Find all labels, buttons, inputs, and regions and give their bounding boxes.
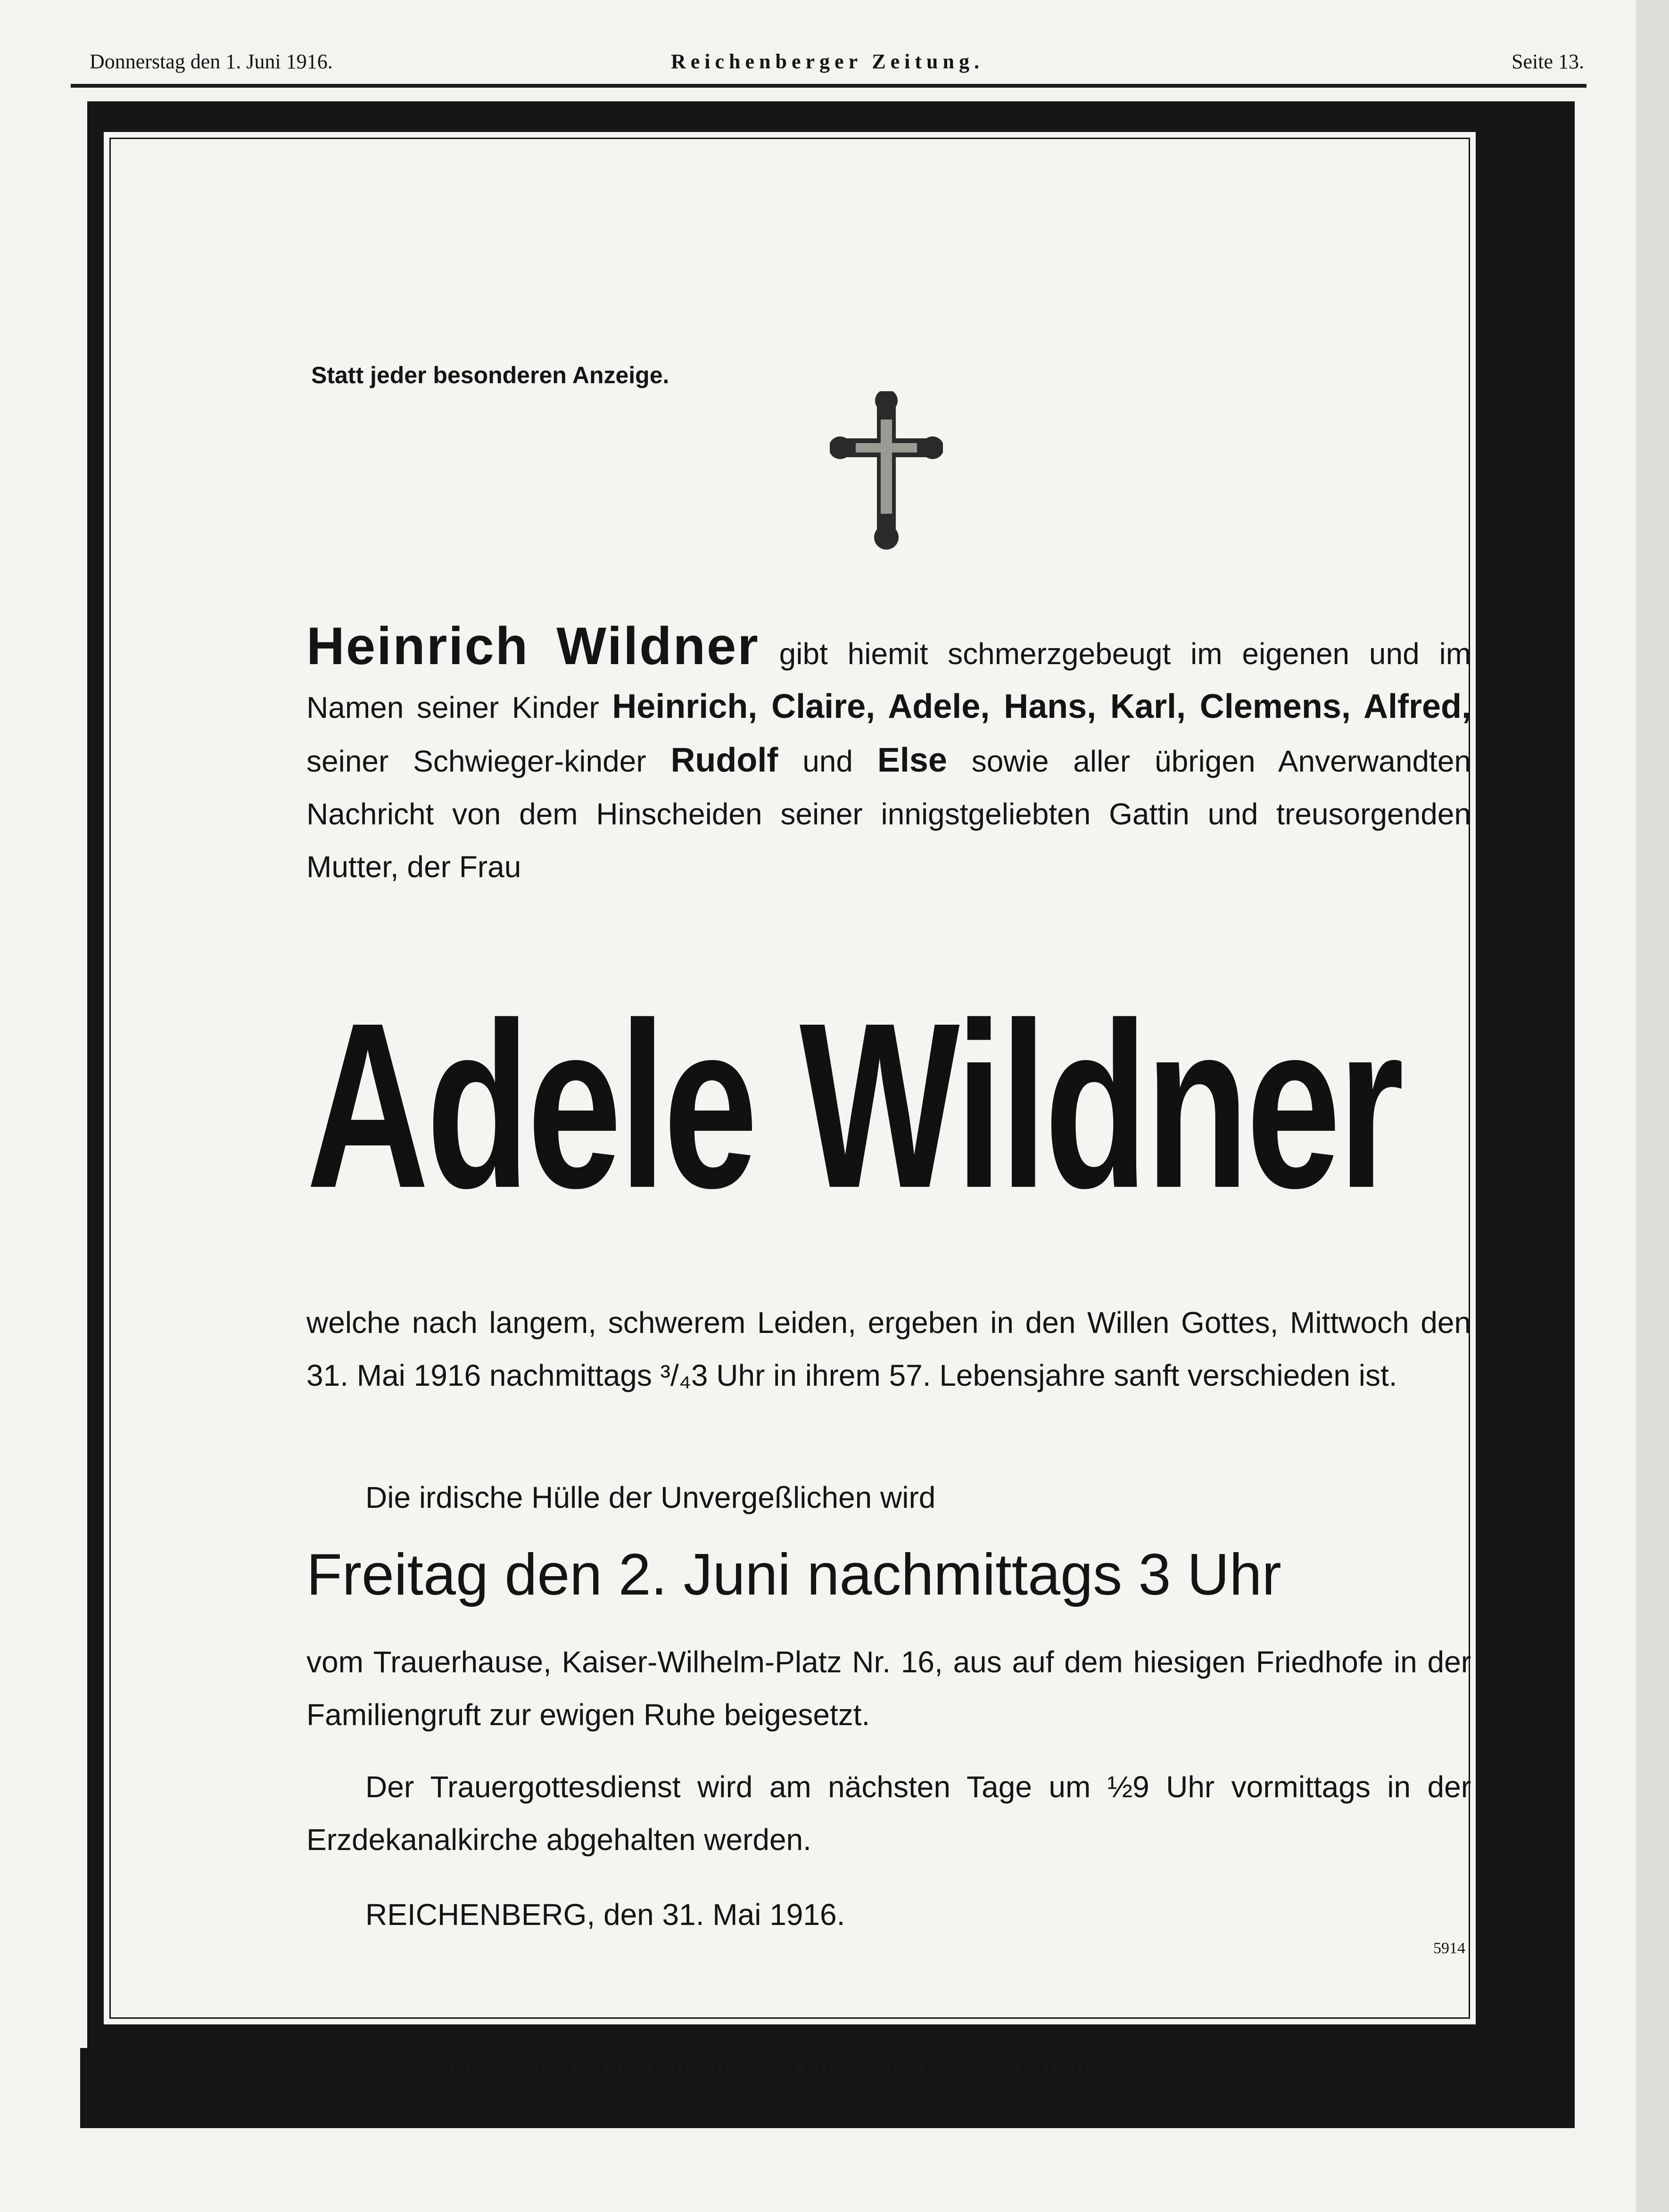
deceased-name: Adele Wildner: [306, 973, 1402, 1237]
daughter-in-law-name: Else: [877, 741, 947, 779]
page-number: Seite 13.: [1512, 50, 1584, 73]
footer-request: Es wird gebeten, von Kranzspenden und Beileidsbesuchen abzusehen.: [391, 2053, 1188, 2080]
funeral-date: Freitag den 2. Juni nachmittags 3 Uhr: [306, 1542, 1281, 1607]
mass-text: Der Trauergottesdienst wird am nächsten Tage um ½9 Uhr vormittags in der Erzdekanalkirche abgehalten werden.: [306, 1770, 1471, 1857]
page-header: [71, 45, 1584, 80]
notice-panel: [101, 130, 1478, 2111]
header-rule: [71, 84, 1586, 88]
mass-paragraph: [306, 1760, 1471, 1866]
intro-line: Statt jeder besonderen Anzeige.: [311, 362, 669, 388]
mourning-frame: [87, 101, 1504, 2111]
ad-number: 5914: [1433, 1940, 1465, 1957]
announcement-paragraph: [306, 617, 1471, 893]
border-shadow-right: [1504, 101, 1575, 2128]
printer-credit: Robert Prade, Bestattungs-Unternehmung, Reichenberg.: [652, 2097, 928, 2111]
text-fragment: seiner Schwieger-kinder: [306, 744, 671, 778]
children-names: Heinrich, Claire, Adele, Hans, Karl, Clemens, Alfred,: [612, 688, 1471, 725]
text-fragment: sowie aller übrigen Anverwandten Nachricht von dem Hinscheiden seiner innigstgeliebten Gattin und treusorgenden Mutter, der Frau: [306, 744, 1471, 884]
text-fragment: und: [778, 744, 877, 778]
place-and-date: REICHENBERG, den 31. Mai 1916.: [365, 1898, 845, 1932]
burial-location-paragraph: vom Trauerhause, Kaiser-Wilhelm-Platz Nr. 16, aus auf dem hiesigen Friedhofe in der Familiengruft zur ewigen Ruhe beigesetzt.: [306, 1645, 1471, 1732]
widower-name: Heinrich Wildner: [306, 617, 760, 675]
text-fragment: gibt hiemit schmerzgebeugt im eigenen und im Namen seiner Kinder: [306, 637, 1471, 724]
newspaper-title: Reichenberger Zeitung.: [670, 50, 984, 73]
son-in-law-name: Rudolf: [670, 741, 778, 779]
death-details-paragraph: welche nach langem, schwerem Leiden, ergeben in den Willen Gottes, Mittwoch den 31. Mai 1916 nachmittags ³/₄3 Uhr in ihrem 57. Lebensjahre sanft verschieden ist.: [306, 1306, 1471, 1392]
header-date: Donnerstag den 1. Juni 1916.: [90, 50, 333, 73]
page-edge: [1636, 0, 1669, 2212]
burial-intro: Die irdische Hülle der Unvergeßlichen wird: [365, 1480, 936, 1514]
cross-icon: [830, 391, 943, 551]
